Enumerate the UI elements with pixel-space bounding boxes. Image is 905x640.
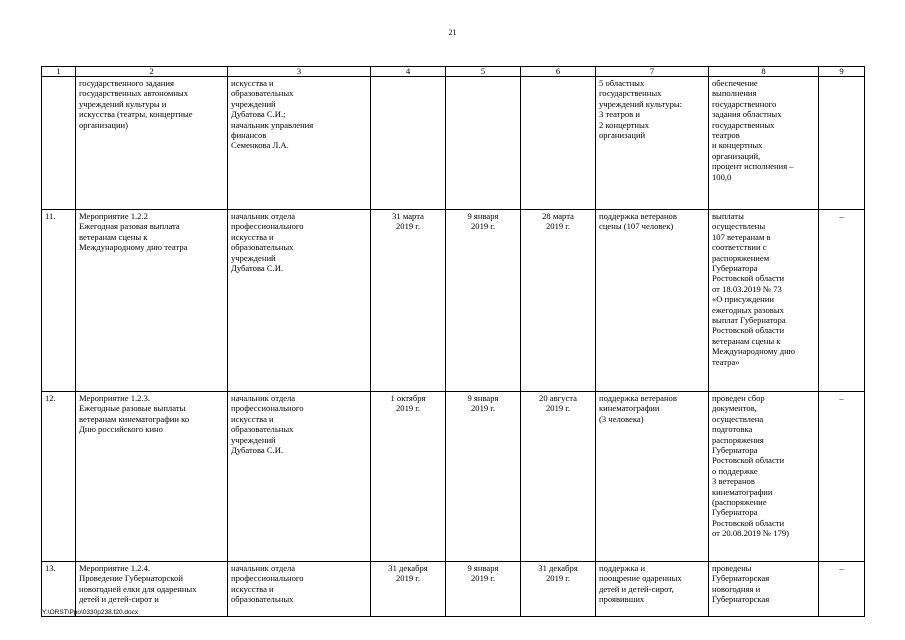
cell-line: от 20.08.2019 № 179) xyxy=(712,528,790,539)
column-number: 5 xyxy=(446,67,521,77)
cell-line: 2019 г. xyxy=(470,221,496,232)
actual-result-cell xyxy=(709,210,819,392)
cell-line: финансов xyxy=(231,130,267,141)
planned-result-cell xyxy=(596,392,709,562)
responsible-cell xyxy=(228,562,371,617)
cell-line: Губернатора xyxy=(712,263,758,274)
cell-line: организаций xyxy=(599,130,646,141)
cell-line: поддержка ветеранов xyxy=(599,393,677,403)
cell-line: профессионального xyxy=(231,403,304,414)
notes-cell: – xyxy=(819,210,865,392)
cell-line: 2019 г. xyxy=(545,573,571,584)
cell-line: 28 марта xyxy=(542,211,574,221)
cell-line: 2019 г. xyxy=(470,573,496,584)
cell-line: учреждений культуры: xyxy=(599,98,683,109)
cell-line: Губернаторская xyxy=(712,594,770,605)
cell-line: образовательных xyxy=(231,88,294,99)
cell-line: учреждений xyxy=(231,434,276,445)
cell-line: (распоряжение xyxy=(712,497,767,508)
cell-line: обеспечение xyxy=(712,78,758,88)
cell-line: Ростовской области xyxy=(712,325,785,336)
cell-line: ветеранам сцены к xyxy=(712,335,781,346)
cell-line: ветеранам сцены к xyxy=(79,231,148,242)
planned-end-date xyxy=(371,562,446,617)
actual-end-date xyxy=(521,210,596,392)
cell-line: от 18.03.2019 № 73 xyxy=(712,283,782,294)
cell-line: 2019 г. xyxy=(545,403,571,414)
cell-line: 3 театров и xyxy=(599,109,640,120)
cell-line: учреждений культуры и xyxy=(79,98,167,109)
cell-line: государственного задания xyxy=(79,78,174,88)
row-number: 13. xyxy=(42,562,76,617)
planned-result-cell xyxy=(596,562,709,617)
actual-start-date xyxy=(446,210,521,392)
row-number: 12. xyxy=(42,392,76,562)
table-row xyxy=(42,392,865,562)
cell-line: 31 марта xyxy=(392,211,424,221)
cell-line: выполнения xyxy=(712,88,757,99)
cell-line: 2019 г. xyxy=(545,221,571,232)
actual-start-date xyxy=(446,77,521,210)
cell-line: поощрение одаренных xyxy=(599,573,682,584)
cell-line: Мероприятие 1.2.2 xyxy=(79,211,148,221)
row-number: 11. xyxy=(42,210,76,392)
actual-result-cell xyxy=(709,562,819,617)
cell-line: организаций, xyxy=(712,150,761,161)
cell-line: начальник отдела xyxy=(231,563,296,573)
cell-line: ежегодных разовых xyxy=(712,304,784,315)
table-row xyxy=(42,562,865,617)
column-number: 9 xyxy=(819,67,865,77)
cell-line: государственного xyxy=(712,98,777,109)
cell-line: учреждений xyxy=(231,98,276,109)
planned-end-date xyxy=(371,392,446,562)
cell-line: выплаты xyxy=(712,211,744,221)
cell-line: новогодняя и xyxy=(712,583,761,594)
cell-line: сцены (107 человек) xyxy=(599,221,674,232)
column-number: 7 xyxy=(596,67,709,77)
cell-line: распоряжением xyxy=(712,252,770,263)
event-cell xyxy=(76,392,228,562)
cell-line: Дубатова С.И. xyxy=(231,263,284,274)
actual-end-date xyxy=(521,77,596,210)
cell-line: осуществлена xyxy=(712,413,764,424)
cell-line: искусства и xyxy=(231,583,274,594)
cell-line: образовательных xyxy=(231,424,294,435)
cell-line: ветеранам кинематографии ко xyxy=(79,413,190,424)
actual-result-cell xyxy=(709,392,819,562)
cell-line: Ростовской области xyxy=(712,455,785,466)
cell-line: поддержка ветеранов xyxy=(599,211,677,221)
cell-line: 9 января xyxy=(467,211,499,221)
cell-line: начальник управления xyxy=(231,119,314,130)
cell-line: начальник отдела xyxy=(231,211,296,221)
cell-line: детей и детей-сирот и xyxy=(79,594,159,605)
cell-line: распоряжения xyxy=(712,434,764,445)
cell-line: Дубатова С.И.; xyxy=(231,109,286,120)
cell-line: 31 декабря xyxy=(388,563,428,573)
planned-end-date xyxy=(371,210,446,392)
actual-start-date xyxy=(446,392,521,562)
cell-line: начальник отдела xyxy=(231,393,296,403)
cell-line: театров xyxy=(712,130,740,141)
column-number: 4 xyxy=(371,67,446,77)
cell-line: Проведение Губернаторской xyxy=(79,573,183,584)
table-row xyxy=(42,210,865,392)
column-number-row xyxy=(42,67,865,77)
actual-end-date xyxy=(521,562,596,617)
cell-line: 1 октября xyxy=(390,393,426,403)
cell-line: организации) xyxy=(79,119,128,130)
planned-end-date xyxy=(371,77,446,210)
cell-line: 100,0 xyxy=(712,171,732,182)
cell-line: подготовка xyxy=(712,424,753,435)
planned-result-cell xyxy=(596,210,709,392)
cell-line: Дубатова С.И. xyxy=(231,445,284,456)
cell-line: искусства и xyxy=(231,78,274,88)
event-cell xyxy=(76,77,228,210)
cell-line: образовательных xyxy=(231,242,294,253)
cell-line: кинематографии xyxy=(712,486,773,497)
cell-line: о поддержке xyxy=(712,465,758,476)
cell-line: Губернатора xyxy=(712,507,758,518)
actual-end-date xyxy=(521,392,596,562)
cell-line: Губернатора xyxy=(712,445,758,456)
responsible-cell xyxy=(228,392,371,562)
table-row xyxy=(42,77,865,210)
cell-line: документов, xyxy=(712,403,757,414)
cell-line: новогодней елки для одаренных xyxy=(79,583,197,594)
file-path: Y:\ORST\Ppo\0330p238.f20.docx xyxy=(42,609,139,616)
cell-line: Мероприятие 1.2.4. xyxy=(79,563,151,573)
actual-result-cell xyxy=(709,77,819,210)
cell-line: поддержка и xyxy=(599,563,646,573)
column-number: 2 xyxy=(76,67,228,77)
cell-line: проведен сбор xyxy=(712,393,765,403)
cell-line: Дню российского кино xyxy=(79,424,163,435)
cell-line: проведены xyxy=(712,563,752,573)
cell-line: государственных автономных xyxy=(79,88,189,99)
cell-line: 107 ветеранам в xyxy=(712,231,771,242)
cell-line: процент исполнения – xyxy=(712,161,794,172)
row-number xyxy=(42,77,76,210)
column-number: 1 xyxy=(42,67,76,77)
cell-line: театра» xyxy=(712,356,740,367)
cell-line: «О присуждении xyxy=(712,294,774,305)
cell-line: выплат Губернатора xyxy=(712,315,786,326)
cell-line: кинематографии xyxy=(599,403,660,414)
cell-line: 2 концертных xyxy=(599,119,650,130)
cell-line: 2019 г. xyxy=(395,573,421,584)
cell-line: 9 января xyxy=(467,393,499,403)
cell-line: государственных xyxy=(599,88,662,99)
actual-start-date xyxy=(446,562,521,617)
notes-cell: – xyxy=(819,392,865,562)
cell-line: 2019 г. xyxy=(395,221,421,232)
column-number: 3 xyxy=(228,67,371,77)
cell-line: 5 областных xyxy=(599,78,645,88)
cell-line: детей и детей-сирот, xyxy=(599,583,674,594)
cell-line: 20 августа xyxy=(539,393,577,403)
cell-line: (3 человека) xyxy=(599,413,644,424)
cell-line: 3 ветеранов xyxy=(712,476,755,487)
cell-line: образовательных xyxy=(231,594,294,605)
page-number: 21 xyxy=(448,28,457,37)
cell-line: проявивших xyxy=(599,594,645,605)
cell-line: искусства и xyxy=(231,231,274,242)
cell-line: профессионального xyxy=(231,573,304,584)
planned-result-cell xyxy=(596,77,709,210)
cell-line: 2019 г. xyxy=(470,403,496,414)
cell-line: государственных xyxy=(712,119,775,130)
event-cell xyxy=(76,210,228,392)
cell-line: искусства и xyxy=(231,413,274,424)
cell-line: 2019 г. xyxy=(395,403,421,414)
responsible-cell xyxy=(228,210,371,392)
cell-line: учреждений xyxy=(231,252,276,263)
report-table xyxy=(41,66,865,617)
cell-line: задания областных xyxy=(712,109,782,120)
cell-line: Губернаторская xyxy=(712,573,770,584)
cell-line: 9 января xyxy=(467,563,499,573)
column-number: 8 xyxy=(709,67,819,77)
cell-line: профессионального xyxy=(231,221,304,232)
cell-line: Ростовской области xyxy=(712,517,785,528)
cell-line: 31 декабря xyxy=(538,563,578,573)
cell-line: искусства (театры, концертные xyxy=(79,109,193,120)
cell-line: и концертных xyxy=(712,140,763,151)
responsible-cell xyxy=(228,77,371,210)
cell-line: Ежегодная разовая выплата xyxy=(79,221,180,232)
cell-line: Ежегодные разовые выплаты xyxy=(79,403,186,414)
notes-cell: – xyxy=(819,562,865,617)
column-number: 6 xyxy=(521,67,596,77)
cell-line: соответствии с xyxy=(712,242,767,253)
cell-line: Семенкова Л.А. xyxy=(231,140,289,151)
cell-line: осуществлены xyxy=(712,221,766,232)
notes-cell xyxy=(819,77,865,210)
cell-line: Мероприятие 1.2.3. xyxy=(79,393,151,403)
cell-line: Международному дню театра xyxy=(79,242,188,253)
cell-line: Международному дню xyxy=(712,346,796,357)
cell-line: Ростовской области xyxy=(712,273,785,284)
